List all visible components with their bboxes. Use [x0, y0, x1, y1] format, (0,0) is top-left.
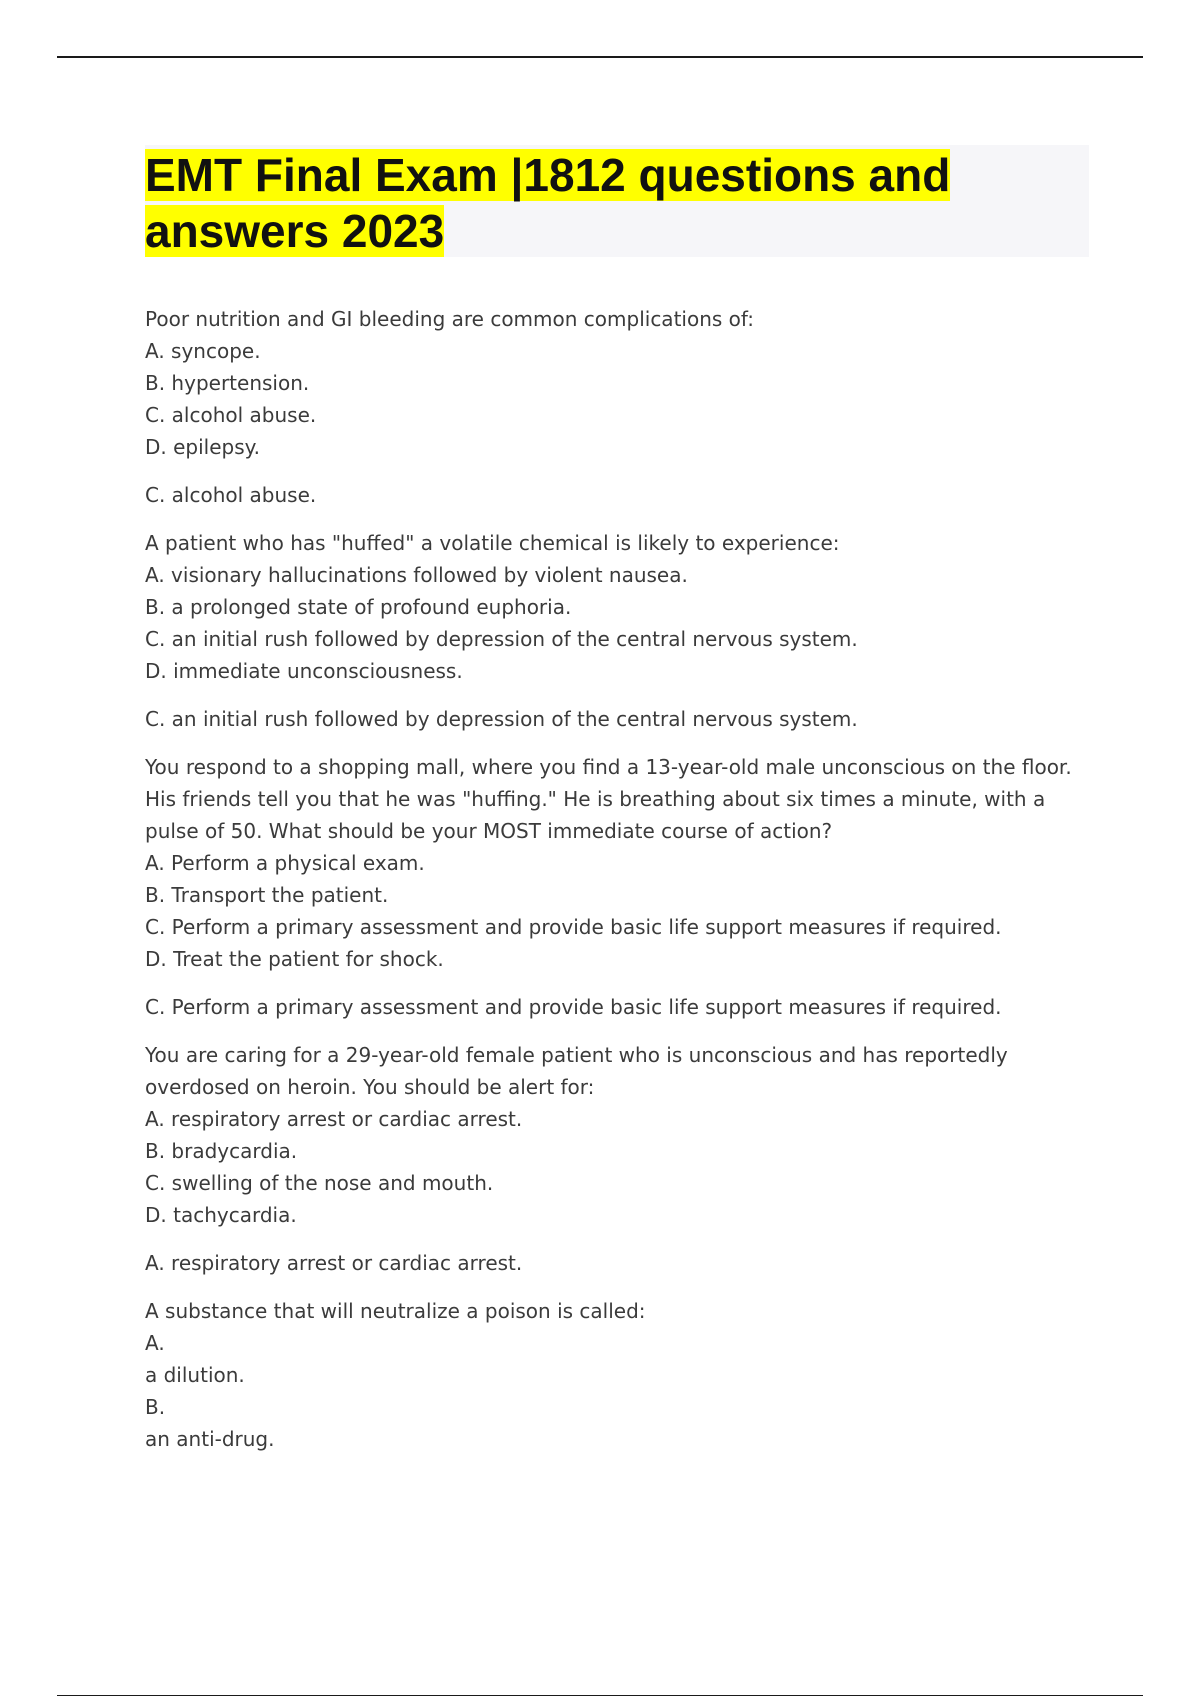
question-block-2: [145, 527, 1095, 687]
question-text: You are caring for a 29-year-old female patient who is unconscious and has reportedly overdosed on heroin. You should be alert for:: [145, 1043, 1008, 1099]
question-text: You respond to a shopping mall, where you find a 13-year-old male unconscious on the floor. His friends tell you that he was "huffing." He is breathing about six times a minute, with a pulse of 50. What should be your MOST immediate course of action?: [145, 755, 1072, 843]
option-a: A. syncope.: [145, 339, 261, 363]
answer-text: C. alcohol abuse.: [145, 483, 317, 507]
option-a: A. respiratory arrest or cardiac arrest.: [145, 1107, 523, 1131]
question-text: Poor nutrition and GI bleeding are common complications of:: [145, 307, 754, 331]
title-highlight: EMT Final Exam |1812 questions and answers 2023: [145, 149, 951, 257]
answer-text: C. an initial rush followed by depression of the central nervous system.: [145, 707, 858, 731]
header-rule: [57, 56, 1143, 58]
option-b-text: an anti-drug.: [145, 1427, 275, 1451]
option-a-label: A.: [145, 1331, 165, 1355]
option-b: B. Transport the patient.: [145, 883, 389, 907]
footer-rule: [57, 1695, 1143, 1696]
option-b: B. a prolonged state of profound euphoria.: [145, 595, 572, 619]
question-block-3: [145, 751, 1095, 975]
option-c: C. alcohol abuse.: [145, 403, 317, 427]
option-c: C. an initial rush followed by depression of the central nervous system.: [145, 627, 858, 651]
option-b: B. hypertension.: [145, 371, 310, 395]
question-text: A substance that will neutralize a poison is called:: [145, 1299, 646, 1323]
question-block-1: [145, 303, 1095, 463]
option-b-label: B.: [145, 1395, 166, 1419]
option-a-text: a dilution.: [145, 1363, 245, 1387]
question-block-4: [145, 1039, 1095, 1231]
question-text: A patient who has "huffed" a volatile chemical is likely to experience:: [145, 531, 840, 555]
option-d: D. epilepsy.: [145, 435, 260, 459]
option-b: B. bradycardia.: [145, 1139, 298, 1163]
option-c: C. swelling of the nose and mouth.: [145, 1171, 494, 1195]
option-a: A. visionary hallucinations followed by violent nausea.: [145, 563, 688, 587]
option-d: D. Treat the patient for shock.: [145, 947, 444, 971]
answer-text: A. respiratory arrest or cardiac arrest.: [145, 1251, 523, 1275]
question-list: [145, 303, 1095, 1471]
option-d: D. tachycardia.: [145, 1203, 297, 1227]
page-title: [145, 147, 1045, 259]
option-c: C. Perform a primary assessment and provide basic life support measures if required.: [145, 915, 1002, 939]
option-d: D. immediate unconsciousness.: [145, 659, 463, 683]
question-block-5: [145, 1295, 1095, 1455]
answer-text: C. Perform a primary assessment and provide basic life support measures if required.: [145, 995, 1002, 1019]
option-a: A. Perform a physical exam.: [145, 851, 425, 875]
